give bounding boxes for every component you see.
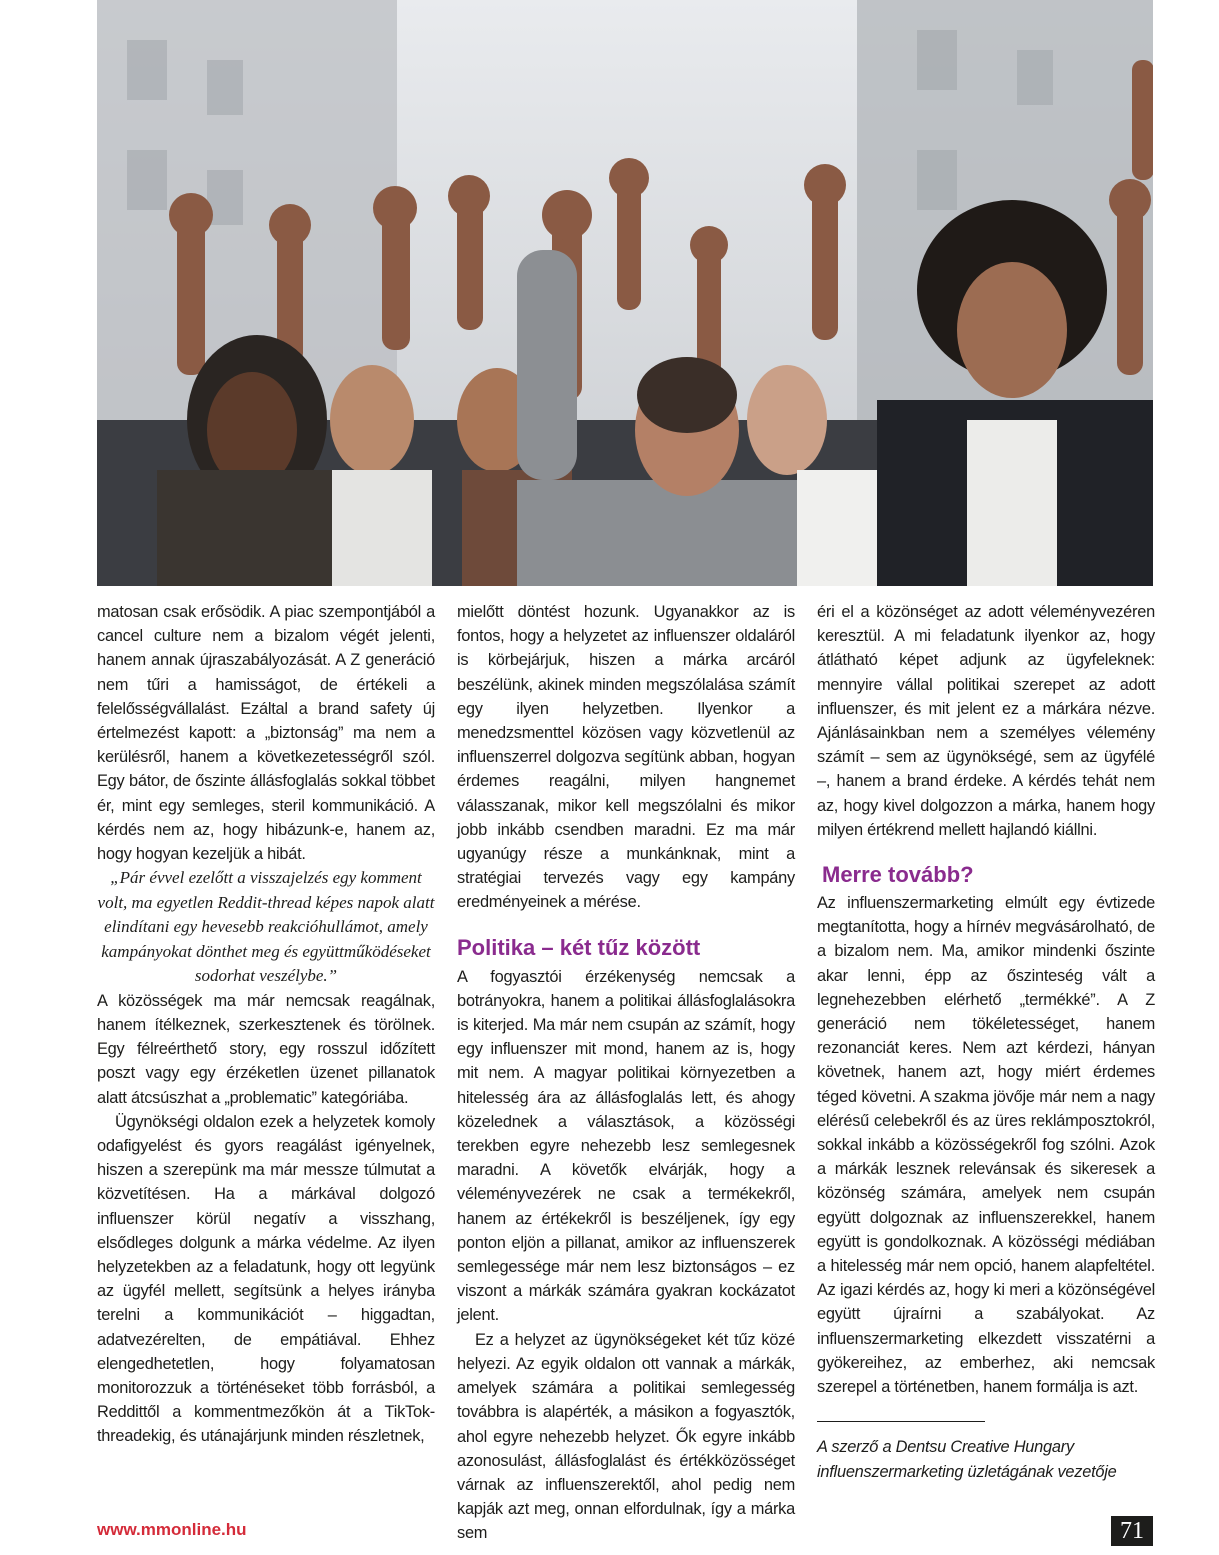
hero-photo [97, 0, 1153, 586]
page-number: 71 [1111, 1516, 1153, 1546]
footer-url-link[interactable]: www.mmonline.hu [97, 1520, 247, 1539]
paragraph: Ügynökségi oldalon ezek a helyzetek komoly odafigyelést és gyors reagálást igényelnek, hiszen a szerepünk ma már messze túlmutat a közvetítésen. Ha a márkával dolgozó influenszer körül negatív a visszhang, elsődleges dolgunk a márka védelme. Az ilyen helyzetekben az a feladatunk, hogy ott legyünk az ügyfél mellett, segítsünk a helyes irányba terelni a kommunikációt – higgadtan, adatvezérelten, de empátiával. Ehhez elengedhetetlen, hogy folyamatosan monitorozzuk a történéseket több forrásból, a Reddittől a kommentmezőkön át a TikTok-threadekig, és utánajárjunk minden részletnek, [97, 1112, 435, 1446]
section-heading-politika: Politika – két tűz között [457, 934, 701, 960]
section-heading-merre-tovabb: Merre tovább? [822, 862, 974, 888]
author-note: A szerző a Dentsu Creative Hungary influenszermarketing üzletágának vezetője [817, 1438, 1117, 1481]
paragraph: Ez a helyzet az ügynökségeket két tűz közé helyezi. Az egyik oldalon ott vannak a márkák, amelyek számára a politikai semlegesség továbbra is alapérték, a másikon a fogyasztók, ahol egyre nehezebb helyzet. Ők egyre inkább azonosulást, állásfoglalást és értékközösséget várnak az influenszerektől, ahol pedig nem kapják azt meg, onnan elfordulnak, így a márka sem [457, 1330, 795, 1543]
paragraph: éri el a közönséget az adott véleményvezéren keresztül. A mi feladatunk ilyenkor az, hogy átlátható képet adjunk az ügyfeleknek: mennyire vállal politikai szerepet az adott influenszer, és mit jelent ez a márkára nézve. Ajánlásainkban nem a személyes vélemény számít – sem az ügynökségé, sem az ügyfélé –, hanem a brand érdeke. A kérdés tehát nem az, hogy kivel dolgozzon a márka, hanem hogy milyen értékrend mellett hajlandó kiállni. [817, 603, 1155, 839]
pull-quote: „Pár évvel ezelőtt a visszajelzés egy komment volt, ma egyetlen Reddit-thread képes napok alatt elindítani egy hevesebb reakcióhullámot, amely kampányokat dönthet meg és együttműködéseket sodorhat veszélybe.” [97, 868, 435, 986]
column-3 [817, 600, 1155, 1484]
paragraph: Az influenszermarketing elmúlt egy évtizede megtanította, hogy a hírnév megvásárolható, de a bizalom nem. Ma, amikor mindenki őszinte akar lenni, épp az őszinteség vált a legnehezebben elérhető „termékké”. A Z generáció nem tökéletességet, hanem rezonanciát keres. Nem azt kérdezi, hányan követnek, hanem azt, hogy miért érdemes téged követni. A szakma jövője már nem a nagy elérésű celebekről és az üres reklámposztokról, sokkal inkább a közösségekről fog szólni. Azok a márkák lesznek relevánsak és sikeresek a közönség számára, amelyek nem csupán együtt dolgoznak az influenszerekkel, hanem együtt is gondolkoznak. A közösségi médiában a hitelesség már nem opció, hanem alapfeltétel. Az igazi kérdés az, hogy ki meri a közönségével együtt újraírni a szabályokat. Az influenszermarketing elkezdett visszatérni a gyökereihez, az emberhez, aki nemcsak szerepel a történetben, hanem formálja is azt. [817, 894, 1155, 1397]
column-1 [97, 600, 435, 1449]
protest-crowd-icon [97, 0, 1153, 586]
paragraph: mielőtt döntést hozunk. Ugyanakkor az is fontos, hogy a helyzetet az influenszer oldaláról is körbejárjuk, hiszen a márka arcáról beszélünk, akinek minden megszólalása számít egy ilyen helyzetben. Ilyenkor a menedzsmenttel közösen vagy közvetlenül az influenszerrel dolgozva segítünk abban, hogyan érdemes reagálni, milyen hangnemet válasszanak, mikor kell megszólalni és mikor jobb inkább csendben maradni. Ez ma már ugyanúgy része a munkánknak, mint a stratégiai tervezés vagy egy kampány eredményeinek a mérése. [457, 603, 795, 912]
column-2 [457, 600, 795, 1546]
paragraph: matosan csak erősödik. A piac szempontjából a cancel culture nem a bizalom végét jelenti, hanem annak újraszabályozását. A Z generáció nem tűri a hamisságot, de értékeli a felelősségvállalást. Ezáltal a brand safety új értelmezést kapott: a „biztonság” ma nem a kerülésről, hanem a következetességről szól. Egy bátor, de őszinte állásfoglalás sokkal többet ér, mint egy semleges, steril kommunikáció. A kérdés nem az, hogy hibázunk-e, hanem az, hogy hogyan kezeljük a hibát. [97, 603, 435, 864]
paragraph: A fogyasztói érzékenység nemcsak a botrányokra, hanem a politikai állásfoglalásokra is kiterjed. Ma már nem csupán az számít, hogy egy influenszer mit mond, hanem az is, hogy mit nem. A magyar politikai környezetben a hitelesség ára az állásfoglalás lett, és ahogy közelednek a választások, a közösségi terekben egyre nehezebb lesz semlegesnek maradni. A követők elvárják, hogy a véleményvezérek ne csak a termékekről, hanem az értékekről is beszéljenek, így egy ponton eljön a pillanat, amikor az influenszerek semlegessége már nem lesz biztonságos – ez viszont a márkák számára gyakran kockázatot jelent. [457, 967, 795, 1325]
paragraph: A közösségek ma már nemcsak reagálnak, hanem ítélkeznek, szerkesztenek és törölnek. Egy félreérthető story, egy rosszul időzített poszt vagy egy érzéketlen üzenet pillanatok alatt átcsúszhat a „problematic” kategóriába. [97, 991, 435, 1107]
divider [817, 1421, 985, 1422]
